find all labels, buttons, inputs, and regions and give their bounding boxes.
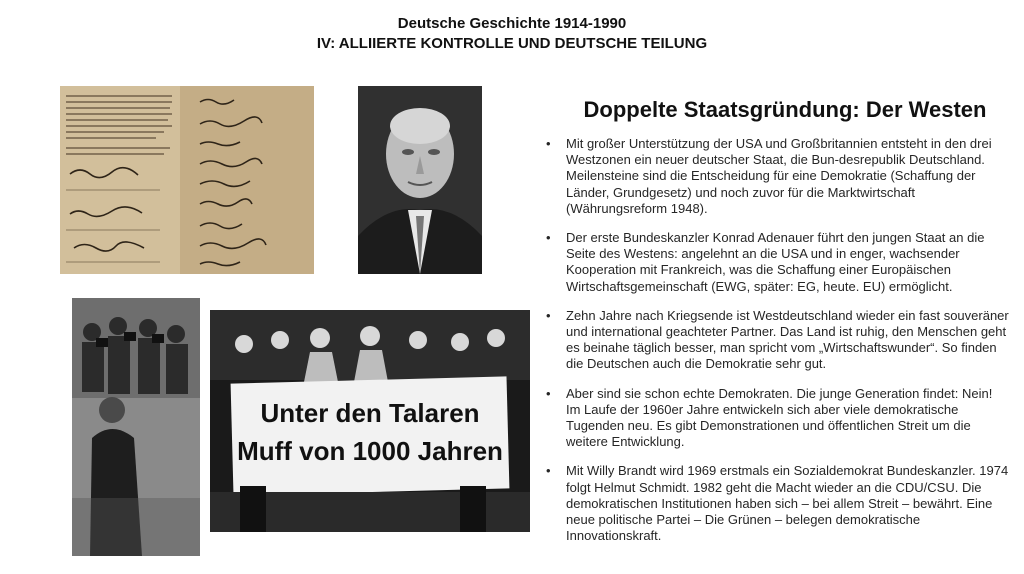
slide-subtitle: IV: ALLIIERTE KONTROLLE UND DEUTSCHE TEILUNG <box>316 35 708 52</box>
slide-title: Deutsche Geschichte 1914-1990 <box>397 15 627 32</box>
bullet-item: • Mit Willy Brandt wird 1969 erstmals ein Sozialdemokrat Bundeskanzler. 1974 folgt Helmut Schmidt. 1982 geht die Macht wieder an die CDU/CSU. Die demokratischen Institutionen haben sich – bei allem Streit – bewährt. Eine neue politische Partei – Die Grünen – belegen demokratische Innovationskraft. <box>540 463 1010 544</box>
bullet-item: • Mit großer Unterstützung der USA und Großbritannien entsteht in den drei Westzonen ein neuer deutscher Staat, die Bun-desrepublik Deutschland. Meilensteine sind die Entscheidung für eine Demokratie (Schaffung der Länder, Grundgesetz) und noch zuvor für die Marktwirtschaft (Währungsreform 1948). <box>540 136 1010 217</box>
brandt-press-photo-image <box>72 298 200 556</box>
banner-text-line2: Muff von 1000 Jahren <box>237 436 503 466</box>
adenauer-portrait-image <box>358 86 482 274</box>
grundgesetz-document-image <box>60 86 314 274</box>
banner-text-line1: Unter den Talaren <box>260 398 480 428</box>
bullet-item: • Aber sind sie schon echte Demokraten. Die junge Generation findet: Nein! Im Laufe der 1960er Jahre entwickeln sich aber viele demokratische Tugenden neu. Es gibt Demonstrationen und öffentlichen Streit um die weitere Entwicklung. <box>540 386 1010 451</box>
section-title: Doppelte Staatsgründung: Der Westen <box>583 97 987 122</box>
bullet-item: • Der erste Bundeskanzler Konrad Adenauer führt den jungen Staat an die Seite des Westens: angelehnt an die USA und in enger, wachsender Kooperation mit Frankreich, was die Schaffung einer Europäischen Wirtschaftsgemeinschaft (EWG, später: EG, heute. EU) ermöglicht. <box>540 230 1010 295</box>
bullet-item: • Zehn Jahre nach Kriegsende ist Westdeutschland wieder ein fast souveräner und international geachteter Partner. Das Land ist ruhig, den Menschen geht es beinahe täglich besser, man spricht vom „Wirtschaftswunder“. So finden die Deutschen auch die Demokratie sehr gut. <box>540 308 1010 373</box>
slide-header <box>0 14 1024 54</box>
bullet-list <box>540 136 1010 557</box>
student-protest-banner-image <box>210 310 530 532</box>
